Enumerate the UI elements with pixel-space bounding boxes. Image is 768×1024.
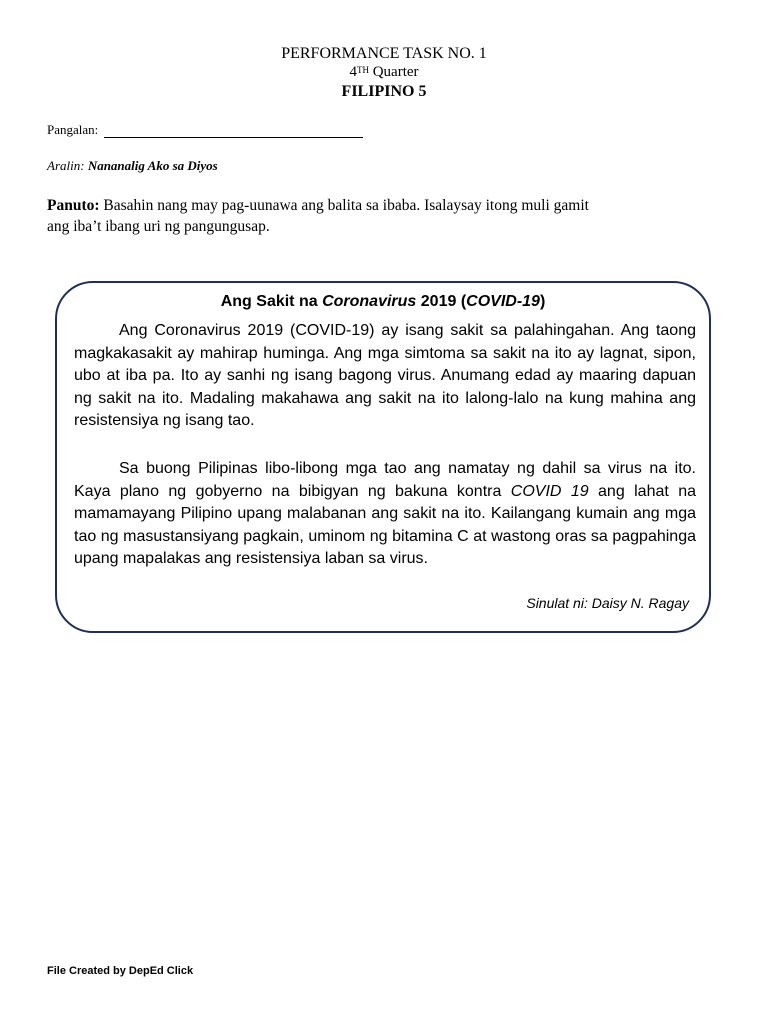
quarter-label: 4TH Quarter: [349, 64, 419, 80]
lesson-label: Aralin:: [47, 158, 85, 173]
story-paragraph-1: Ang Coronavirus 2019 (COVID-19) ay isang sakit sa palahingahan. Ang taong magkakasakit ay mahirap huminga. Ang mga simtoma sa sakit na ito ay lagnat, sipon, ubo at iba pa. Ito ay sanhi ng isang bagong virus. Anumang edad ay maaring dapuan ng sakit na ito. Madaling makahawa ang sakit na ito lalong-lalo na kung mahina ang resistensiya ng isang tao.: [74, 322, 696, 429]
story-box: [55, 281, 711, 633]
footer-credit: File Created by DepEd Click: [47, 965, 194, 977]
story-byline: Sinulat ni: Daisy N. Ragay: [526, 595, 689, 611]
subject-title: FILIPINO 5: [341, 83, 427, 100]
lesson-title: Nananalig Ako sa Diyos: [87, 158, 218, 173]
instructions-text: Basahin nang may pag-uunawa ang balita sa ibaba. Isalaysay itong muli gamit ang iba’t ibang uri ng pangungusap.: [47, 197, 589, 235]
name-field-row: [47, 122, 363, 138]
name-blank-line[interactable]: [104, 124, 363, 138]
instructions: [47, 195, 607, 237]
name-label: Pangalan:: [47, 122, 99, 137]
lesson-line: [47, 158, 218, 174]
task-title: PERFORMANCE TASK NO. 1: [281, 45, 487, 62]
story-paragraph-2: Sa buong Pilipinas libo-libong mga tao ang namatay ng dahil sa virus na ito. Kaya plano ng gobyerno na bibigyan ng bakuna kontra COVID 19 ang lahat na mamamayang Pilipino upang malabanan ang sakit na ito. Kailangang kumain ang mga tao ng masustansiyang pagkain, uminom ng bitamina C at wastong oras sa pagpahinga upang mapalakas ang resistensiya laban sa virus.: [74, 460, 696, 567]
story-title: Ang Sakit na Coronavirus 2019 (COVID-19): [220, 293, 546, 310]
instructions-label: Panuto:: [47, 197, 100, 214]
document-header: [0, 44, 768, 101]
